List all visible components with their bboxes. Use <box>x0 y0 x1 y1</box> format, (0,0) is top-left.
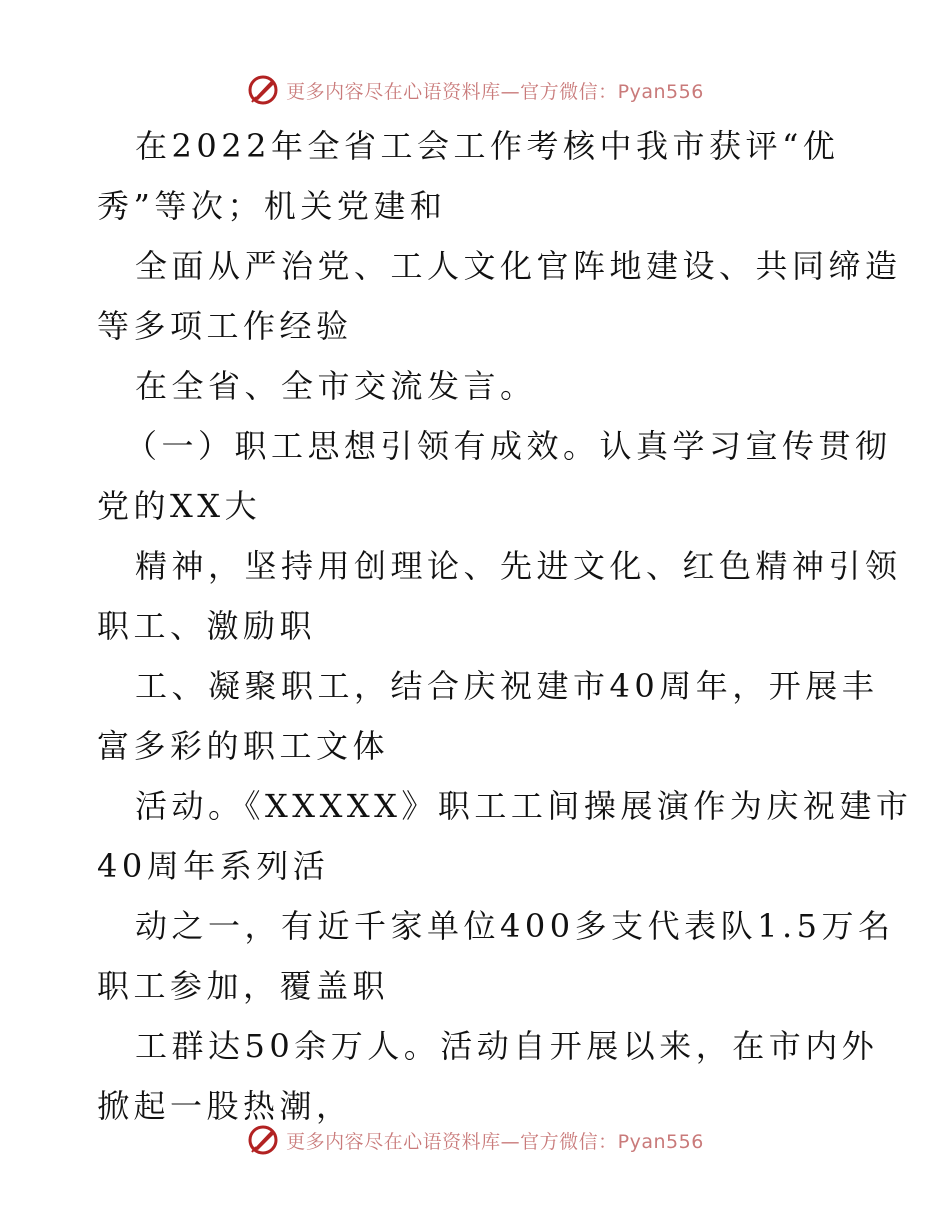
text-line: 党的XX大 <box>97 487 262 525</box>
text-line: 精神，坚持用创理论、先进文化、红色精神引领 <box>135 547 902 585</box>
text-line: （一）职工思想引领有成效。认真学习宣传贯彻 <box>125 427 892 465</box>
text-line: 40周年系列活 <box>97 847 330 885</box>
footer-watermark-text: 更多内容尽在心语资料库—官方微信：Pyan556 <box>286 1130 704 1153</box>
quill-logo-icon <box>246 1123 280 1157</box>
text-line: 秀”等次；机关党建和 <box>97 187 447 225</box>
text-line: 富多彩的职工文体 <box>97 727 390 765</box>
text-line: 掀起一股热潮， <box>97 1087 353 1125</box>
text-line: 在2022年全省工会工作考核中我市获评“优 <box>135 127 840 165</box>
text-line: 等多项工作经验 <box>97 307 353 345</box>
quill-logo-icon <box>246 73 280 107</box>
text-line: 活动。《XXXXX》职工工间操展演作为庆祝建市 <box>135 787 913 825</box>
text-line: 职工、激励职 <box>97 607 317 645</box>
text-line: 工群达50余万人。活动自开展以来，在市内外 <box>135 1027 879 1065</box>
header-watermark-text: 更多内容尽在心语资料库—官方微信：Pyan556 <box>286 80 704 103</box>
text-line: 工、凝聚职工，结合庆祝建市40周年，开展丰 <box>135 667 879 705</box>
header-watermark-banner <box>0 70 950 110</box>
text-line: 全面从严治党、工人文化官阵地建设、共同缔造 <box>135 247 902 285</box>
text-line: 职工参加，覆盖职 <box>97 967 390 1005</box>
text-line: 在全省、全市交流发言。 <box>135 367 537 405</box>
text-line: 动之一，有近千家单位400多支代表队1.5万名 <box>135 907 895 945</box>
footer-watermark-banner <box>0 1120 950 1160</box>
